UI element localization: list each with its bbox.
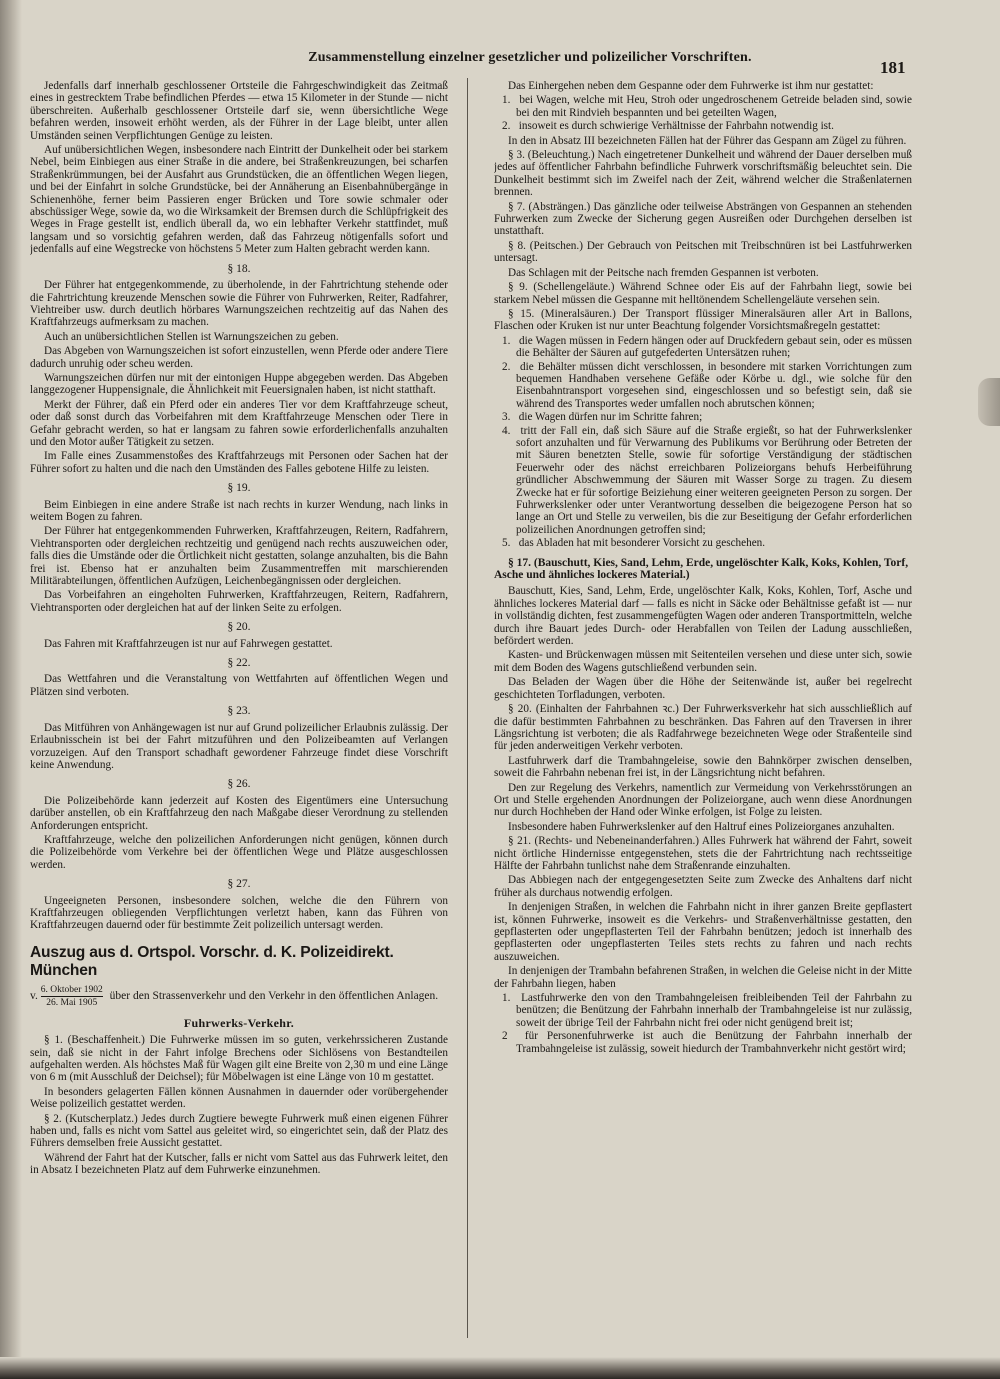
paragraph: Das Beladen der Wagen über die Höhe der Seitenwände ist, außer bei regelrecht geschichteten Torfladungen, verboten. [494, 676, 912, 701]
paragraph-s15: § 15. (Mineralsäuren.) Der Transport flüssiger Mineralsäuren aller Art in Ballons, Flaschen oder Kruken ist nur unter Beachtung folgender Vorsichtsmaßregeln gestattet: [494, 307, 912, 333]
paragraph: Warnungszeichen dürfen nur mit der eintonigen Huppe abgegeben werden. Das Abgeben langgezogener Huppensignale, die Ähnlichkeit mit Feuersignalen haben, ist nicht statthaft. [30, 371, 448, 397]
paragraph-s8: § 8. (Peitschen.) Der Gebrauch von Peitschen mit Treibschnüren ist bei Lastfuhrwerken untersagt. [494, 239, 912, 265]
paragraph-s7: § 7. (Absträngen.) Das gänzliche oder teilweise Absträngen von Gespannen an stehenden Fuhrwerken zum Zwecke der Sicherung gegen Ausreißen oder Durchgehen derselben ist unstatthaft. [494, 200, 912, 238]
paragraph: Lastfuhrwerk darf die Trambahngeleise, sowie den Bahnkörper zwischen denselben, soweit die Fahrbahn nebenan frei ist, in der Längsrichtung nicht befahren. [494, 754, 912, 780]
section-heading-19: § 19. [227, 482, 251, 495]
paragraph: Das Abbiegen nach der entgegengesetzten Seite zum Zwecke des Anhaltens darf nicht früher als durchaus notwendig erfolgen. [494, 874, 912, 899]
list-number: 1. [502, 94, 511, 107]
list-text: insoweit es durch schwierige Verhältnisse der Fahrbahn notwendig ist. [518, 120, 834, 133]
right-column [494, 80, 912, 1350]
paragraph-s9: § 9. (Schellengeläute.) Während Schnee oder Eis auf der Fahrbahn liegt, sowie bei starkem Nebel müssen die Gespanne mit helltönendem Schellengeläute versehen sein. [494, 281, 912, 306]
paragraph: Das Abgeben von Warnungszeichen ist sofort einzustellen, wenn Pferde oder andere Tiere dadurch unruhig oder scheu werden. [30, 345, 448, 370]
paragraph: Jedenfalls darf innerhalb geschlossener Ortsteile die Fahrgeschwindigkeit das Zeitmaß eines in gestrecktem Trabe befindlichen Pferdes — etwa 15 Kilometer in der Stunde — nicht überschreiten. Außerhalb geschlossener Ortsteile darf sie, wenn übersichtliche Wege befahren werden, insoweit erhöht werden, als der Führer in der Lage bleibt, unter allen Umständen seinen Verpflichtungen Genüge zu leisten. [30, 80, 448, 142]
numbered-list-s21 [494, 992, 912, 1055]
paragraph: Die Polizeibehörde kann jederzeit auf Kosten des Eigentümers eine Untersuchung darüber anstellen, ob ein Kraftfahrzeug den nach Maßgabe dieser Verordnung zu stellenden Anforderungen entspricht. [30, 794, 448, 832]
column-divider [467, 78, 468, 1338]
section-heading-26: § 26. [227, 778, 251, 791]
paragraph: Das Mitführen von Anhängewagen ist nur auf Grund polizeilicher Erlaubnis zulässig. Der Erlaubnisschein ist bei der Fahrt mitzuführen und den Polizeibeamten auf Verlangen vorzuzeigen. Auf den Transport schadhaft gewordener Fahrzeuge findet diese Vorschrift keine Anwendung. [30, 721, 448, 771]
numbered-list-intro [494, 94, 912, 132]
section-heading-22: § 22. [227, 657, 251, 670]
book-spine [0, 0, 22, 1379]
paragraph: Das Wettfahren und die Veranstaltung von Wettfahrten auf öffentlichen Wegen und Plätzen sind verboten. [30, 673, 448, 698]
list-text: Lastfuhrwerke den von den Trambahngeleisen freibleibenden Teil der Fahrbahn zu benützen; die Benützung der Fahrbahn innerhalb der Trambahngeleise ist nur zulässig, soweit der übrige Teil der Fahrbahn nicht frei oder nicht genügend breit ist; [516, 992, 912, 1029]
list-item [494, 411, 912, 423]
paragraph: In denjenigen Straßen, in welchen die Fahrbahn nicht in ihrer ganzen Breite gepflastert ist, können Fuhrwerke, insoweit es die Verkehrs- und Straßenverhältnisse gestatten, den gepflasterten oder ungepflasterten Teil der Fahrbahn benützen; jedoch ist innerhalb des gepflasterten oder ungepflasterten Teiles stets rechts zu fahren und nach rechts auszuweichen. [494, 901, 912, 963]
paragraph: Bauschutt, Kies, Sand, Lehm, Erde, ungelöschter Kalk, Koks, Kohlen, Torf, Asche und ähnliches lockeres Material darf — falls es nicht in Säcke oder Behältnisse gefaßt ist — nur in vollständig dichten, fest zusammengefügten Wagen oder anderen Transportmitteln, welche durch ihre Bauart jedes Durch- oder Herabfallen von Teilen der Ladung ausschließen, befördert werden. [494, 585, 912, 648]
paragraph: Ungeeigneten Personen, insbesondere solchen, welche die den Führern von Kraftfahrzeugen obliegenden Verpflichtungen verletzt haben, kann das Führen von Kraftfahrzeugen dauernd oder für bestimmte Zeit polizeilich untersagt werden. [30, 894, 448, 932]
paragraph: § 1. (Beschaffenheit.) Die Fuhrwerke müssen im so guten, verkehrssicheren Zustande sein, daß sie nicht in der Fahrt infolge Brechens oder Sichlösens von Bestandteilen aufgehalten werden. Als höchstes Maß für Wagen gilt eine Breite von 2,30 m und eine Länge von 6 m (mit Ausschluß der Deichsel); für Möbelwagen ist eine Länge von 10 m gestattet. [30, 1034, 448, 1084]
paragraph: § 2. (Kutscherplatz.) Jedes durch Zugtiere bewegte Fuhrwerk muß einen eigenen Führer haben und, falls es nicht vom Sattel aus geleitet wird, so eingerichtet sein, daß der Platz des Führers demselben freie Aussicht gestattet. [30, 1112, 448, 1150]
list-number: 1. [502, 992, 511, 1005]
page-bottom-edge [0, 1357, 1000, 1379]
list-item [494, 335, 912, 360]
list-text: die Wagen dürfen nur im Schritte fahren; [518, 411, 703, 424]
paragraph: Beim Einbiegen in eine andere Straße ist nach rechts in kurzer Wendung, nach links in weitem Bogen zu fahren. [30, 498, 448, 523]
list-text: bei Wagen, welche mit Heu, Stroh oder ungedroschenem Getreide beladen sind, sowie bei den mit Rindvieh bespannten und bei geteilten Wagen, [516, 94, 912, 119]
list-item [494, 120, 912, 132]
paragraph: Der Führer hat entgegenkommenden Fuhrwerken, Kraftfahrzeugen, Reitern, Radfahrern, Viehtransporten oder dergleichen rechtzeitig und genügend nach rechts auszuweichen oder, falls dies die Umstände oder die Örtlichkeit nicht gestatten, solange anzuhalten, bis die Bahn frei ist. Ebenso hat er anzuhalten beim Zusammentreffen mit marschierenden Militärabteilungen, öffentlichen Aufzügen, Leichenbegängnissen oder dergleichen. [30, 525, 448, 588]
excerpt-date-1: 6. Oktober 1902 [40, 984, 103, 995]
paragraph: In besonders gelagerten Fällen können Ausnahmen in dauernder oder vorübergehender Weise polizeilich gestattet werden. [30, 1085, 448, 1111]
paragraph: Den zur Regelung des Verkehrs, namentlich zur Vermeidung von Verkehrsstörungen an Ort und Stelle ergehenden Anordnungen der Polizeiorgane, auch wenn diese Anordnungen nur durch Hochheben der Hand oder Winke erfolgen, ist Folge zu leisten. [494, 781, 912, 819]
paragraph: Kasten- und Brückenwagen müssen mit Seitenteilen versehen und diese unter sich, sowie mit dem Boden des Wagens gutschließend verbunden sein. [494, 649, 912, 674]
excerpt-subtitle [30, 984, 448, 1009]
left-column [30, 80, 448, 1350]
page-tab [978, 378, 1000, 426]
paragraph: In denjenigen der Trambahn befahrenen Straßen, in welchen die Geleise nicht in der Mitte der Fahrbahn liegen, haben [494, 965, 912, 990]
section-heading-17: § 17. (Bauschutt, Kies, Sand, Lehm, Erde, ungelöschter Kalk, Koks, Kohlen, Torf, Asche und ähnliches lockeres Material.) [494, 556, 909, 582]
paragraph: In den in Absatz III bezeichneten Fällen hat der Führer das Gespann am Zügel zu führen. [508, 134, 907, 147]
paragraph-s20: § 20. (Einhalten der Fahrbahnen ꝛc.) Der Fuhrwerksverkehr hat sich ausschließlich auf die dafür bestimmten Fahrbahnen zu beschränken. Das Fahren auf den Traversen in ihrer Längsrichtung ist verboten; die als Radfahrwege bezeichneten Wege oder Straßenteile sind für jeden anderweitigen Verkehr verboten. [494, 703, 912, 753]
excerpt-title: Auszug aus d. Ortspol. Vorschr. d. K. Polizeidirekt. München [30, 943, 394, 979]
list-text: die Behälter müssen dicht verschlossen, in besondere mit starken Vorrichtungen zum bequemen Handhaben versehene Gefäße oder Körbe u. dgl., wie solche für den Eisenbahntransport vorgesehen sind, eingeschlossen und so befestigt sein, daß sie während des Transportes weder umfallen noch abrutschen können; [516, 360, 912, 410]
list-item [494, 1030, 912, 1055]
section-heading-20: § 20. [227, 621, 251, 634]
list-number: 3. [502, 411, 511, 424]
fuhrwerks-heading: Fuhrwerks-Verkehr. [183, 1015, 295, 1030]
list-item [494, 537, 912, 549]
list-number: 2. [502, 120, 511, 133]
page-number: 181 [880, 58, 906, 77]
section-heading-23: § 23. [227, 705, 251, 718]
paragraph: Auch an unübersichtlichen Stellen ist Warnungszeichen zu geben. [44, 330, 339, 343]
list-text: das Abladen hat mit besonderer Vorsicht zu geschehen. [518, 537, 766, 550]
paragraph: Das Vorbeifahren an eingeholten Fuhrwerken, Kraftfahrzeugen, Reitern, Radfahrern, Viehtransporten oder dergleichen hat auf der linken Seite zu erfolgen. [30, 589, 448, 614]
list-number: 2. [502, 360, 511, 373]
list-number: 1. [502, 334, 511, 347]
paragraph: Merkt der Führer, daß ein Pferd oder ein anderes Tier vor dem Kraftfahrzeuge scheut, oder daß sonst durch das Vorbeifahren mit dem Kraftfahrzeuge Menschen oder Tiere in Gefahr gebracht werden, so hat er langsam zu fahren sowie erforderlichenfalls anzuhalten und den Motor außer Tätigkeit zu setzen. [30, 398, 448, 448]
excerpt-dates [41, 984, 103, 1009]
paragraph: Während der Fahrt hat der Kutscher, falls er nicht vom Sattel aus das Fuhrwerk leitet, den in Absatz I bezeichneten Platz auf dem Fuhrwerke einzunehmen. [30, 1151, 448, 1177]
paragraph-s3: § 3. (Beleuchtung.) Nach eingetretener Dunkelheit und während der Dauer derselben muß jedes auf öffentlicher Fahrbahn befindliche Fuhrwerk vorschriftsmäßig beleuchtet sein. Die Dunkelheit bestimmt sich im Zweifel nach der Zeit, während welcher die Straßenlaternen brennen. [494, 149, 912, 199]
list-item [494, 425, 912, 537]
paragraph: Das Einhergehen neben dem Gespanne oder dem Fuhrwerke ist ihm nur gestattet: [508, 80, 874, 92]
paragraph: Im Falle eines Zusammenstoßes des Kraftfahrzeugs mit Personen oder Sachen hat der Führer sofort zu halten und die nach den Umständen des Falles gebotene Hilfe zu leisten. [30, 450, 448, 475]
list-number: 5. [502, 537, 511, 550]
list-text: die Wagen müssen in Federn hängen oder auf Druckfedern gebaut sein, oder es müssen die Behälter der Säuren auf gutgefederten Untersätzen ruhen; [516, 334, 912, 360]
list-number: 2 [502, 1030, 508, 1043]
list-item [494, 94, 912, 119]
paragraph: Das Schlagen mit der Peitsche nach fremden Gespannen ist verboten. [508, 266, 819, 279]
list-number: 4. [502, 424, 511, 437]
running-title: Zusammenstellung einzelner gesetzlicher und polizeilicher Vorschriften. [308, 50, 752, 65]
excerpt-date-2: 26. Mai 1905 [46, 997, 98, 1008]
paragraph: Das Fahren mit Kraftfahrzeugen ist nur auf Fahrwegen gestattet. [44, 637, 333, 650]
paragraph: Insbesondere haben Fuhrwerkslenker auf den Haltruf eines Polizeiorganes anzuhalten. [508, 820, 895, 833]
list-text: für Personenfuhrwerke ist auch die Benützung der Fahrbahn innerhalb der Trambahngeleise ist zulässig, soweit hiedurch der Trambahnverkehr nicht gestört wird; [516, 1030, 912, 1055]
excerpt-v: v. [30, 989, 38, 1002]
list-text: tritt der Fall ein, daß sich Säure auf die Straße ergießt, so hat der Fuhrwerkslenker sofort anzuhalten und für Verwarnung des Publikums vor Berührung oder Betreten der mit Säuren benetzten Stelle, sowie für sofortige Verständigung der städtischen Feuerwehr oder des nächst erreichbaren Polizeiorgans behufs Herbeiführung gründlicher Abschwemmung der Säuren mit Wasser Sorge zu tragen. Zu diesem Zwecke hat er für sofortige Beiziehung einer weiteren geeigneten Person zu sorgen. Der Fuhrwerkslenker oder unter Verantwortung desselben die beigezogene Person hat so lange an Ort und Stelle zu verweilen, bis die zur Beseitigung der Gefahr erforderlichen polizeilichen Anordnungen getroffen sind; [516, 424, 912, 536]
paragraph-s21: § 21. (Rechts- und Nebeneinanderfahren.) Alles Fuhrwerk hat während der Fahrt, soweit nicht örtliche Hindernisse entgegenstehen, stets die der Fahrtrichtung nach rechtsseitige Hälfte der Fahrbahn tunlichst nahe dem Straßenrande einzuhalten. [494, 835, 912, 872]
paragraph: Kraftfahrzeuge, welche den polizeilichen Anforderungen nicht genügen, können durch die Polizeibehörde vom Verkehre bei der öffentlichen Wege und Plätze ausgeschlossen werden. [30, 833, 448, 871]
list-item [494, 992, 912, 1029]
excerpt-rest: über den Strassenverkehr und den Verkehr in den öffentlichen Anlagen. [109, 989, 439, 1002]
paragraph: Der Führer hat entgegenkommende, zu überholende, in der Fahrtrichtung stehende oder die Fahrtrichtung kreuzende Menschen sowie die Führer von Fuhrwerken, Reiter, Radfahrer, Viehtreiber usw. durch deutlich hörbares Warnungszeichen rechtzeitig auf das Nahen des Kraftfahrzeugs aufmerksam zu machen. [30, 279, 448, 329]
numbered-list-s15 [494, 335, 912, 550]
section-heading-18: § 18. [227, 262, 251, 275]
list-item [494, 361, 912, 411]
paragraph: Auf unübersichtlichen Wegen, insbesondere nach Eintritt der Dunkelheit oder bei starkem Nebel, beim Einbiegen aus einer Straße in die andere, bei Straßenkreuzungen, bei scharfen Straßenkrümmungen, bei der Ausfahrt aus Grundstücken, die an öffentlichen Wegen liegen, und bei der Einfahrt in solche Grundstücke, bei der Annäherung an Eisenbahnübergänge in Schienenhöhe, ferner beim Passieren enger Brücken und Tore sowie schmaler oder abschüssiger Wege, sowie da, wo die Wirksamkeit der Bremsen durch die Schlüpfrigkeit des Weges in Frage gestellt ist, endlich überall da, wo ein lebhafter Verkehr stattfindet, muß langsam und so vorsichtig gefahren werden, daß das Fahrzeug nötigenfalls sofort und jedenfalls auf eine Wegstrecke von höchstens 5 Meter zum Halten gebracht werden kann. [30, 144, 448, 256]
section-heading-27: § 27. [227, 878, 251, 891]
